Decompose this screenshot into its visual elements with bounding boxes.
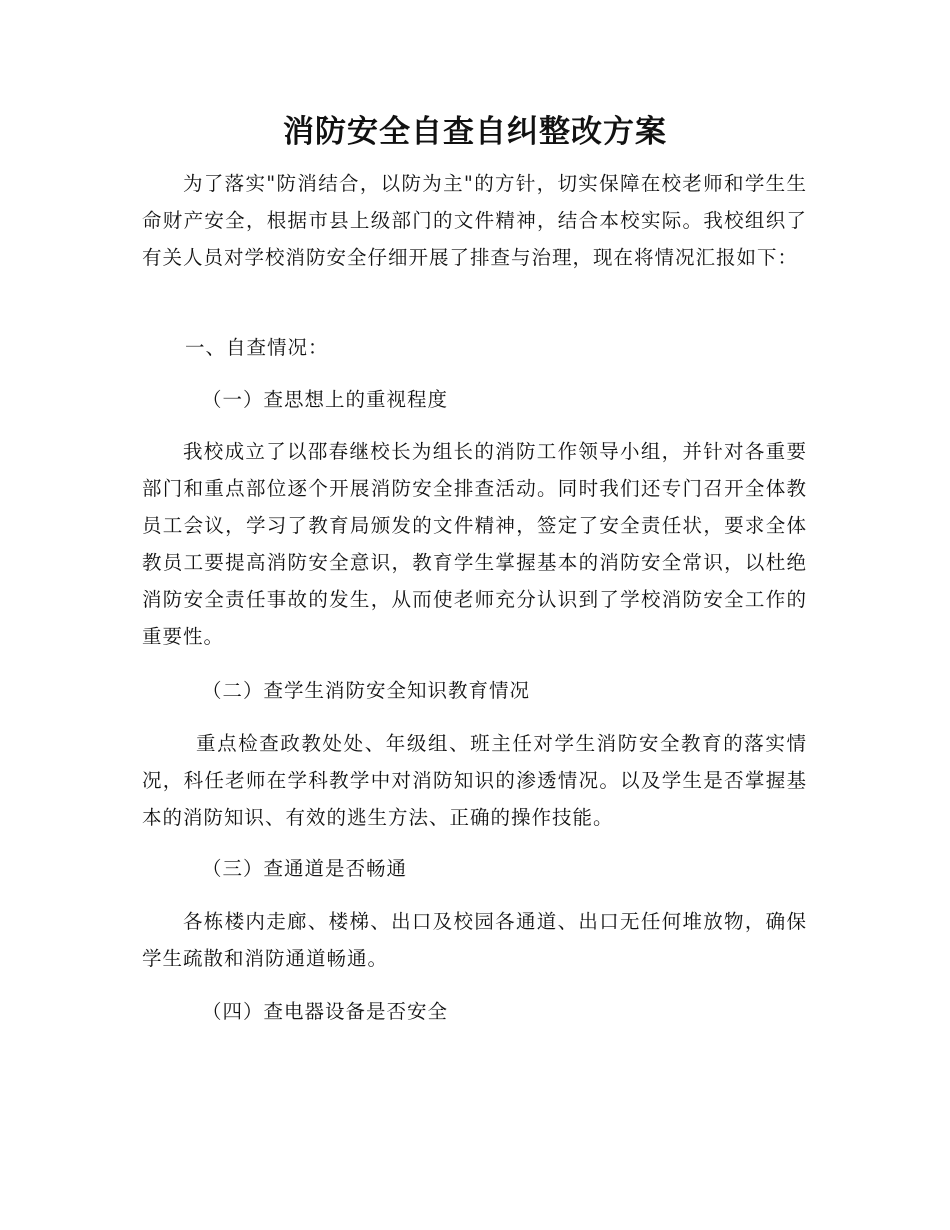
subsection-heading-4: （四）查电器设备是否安全 [202,1000,449,1023]
subsection-3-paragraph: 各栋楼内走廊、楼梯、出口及校园各通道、出口无任何堆放物，确保学生疏散和消防通道畅通。 [142,910,807,970]
subsection-heading-2: （二）查学生消防安全知识教育情况 [202,679,531,702]
subsection-2-paragraph: 重点检查政教处处、年级组、班主任对学生消防安全教育的落实情况，科任老师在学科教学中对消防知识的渗透情况。以及学生是否掌握基本的消防知识、有效的逃生方法、正确的操作技能。 [142,732,807,829]
subsection-heading-3: （三）查通道是否畅通 [202,857,408,880]
subsection-1-paragraph: 我校成立了以邵春继校长为组长的消防工作领导小组，并针对各重要部门和重点部位逐个开展消防安全排查活动。同时我们还专门召开全体教员工会议，学习了教育局颁发的文件精神，签定了安全责任状，要求全体教员工要提高消防安全意识，教育学生掌握基本的消防安全常识，以杜绝消防安全责任事故的发生，从而使老师充分认识到了学校消防安全工作的重要性。 [142,440,807,648]
subsection-heading-1: （一）查思想上的重视程度 [202,388,449,411]
document-title: 消防安全自查自纠整改方案 [283,114,667,150]
section-heading-self-inspection: 一、自查情况： [185,336,329,359]
intro-paragraph: 为了落实"防消结合，以防为主"的方针，切实保障在校老师和学生生命财产安全，根据市县上级部门的文件精神，结合本校实际。我校组织了有关人员对学校消防安全仔细开展了排查与治理，现在将情况汇报如下： [142,172,807,269]
